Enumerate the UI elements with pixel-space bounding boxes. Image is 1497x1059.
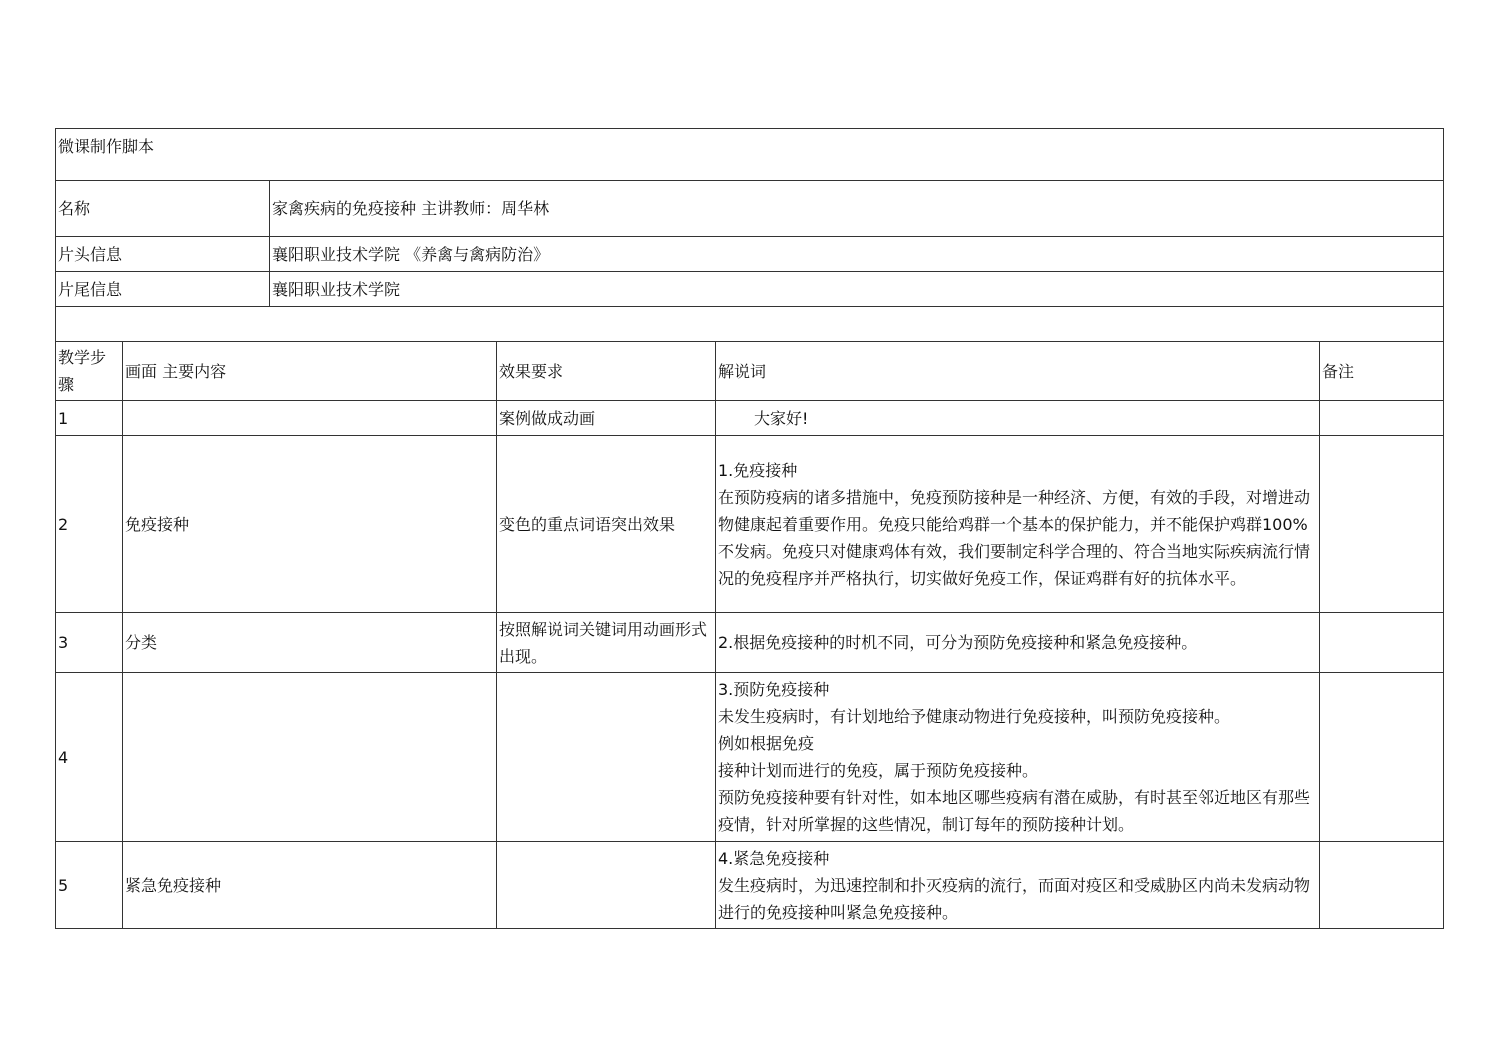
name-value: 家禽疾病的免疫接种 主讲教师：周华林 <box>270 181 1444 237</box>
narration-cell <box>716 673 1320 842</box>
remark-cell <box>1320 436 1444 613</box>
step-cell: 1 <box>56 401 123 436</box>
table-row <box>56 436 1444 613</box>
narration-line: 4.紧急免疫接种 <box>718 848 830 868</box>
narration-line: 3.预防免疫接种 <box>718 680 830 699</box>
step-cell: 2 <box>56 436 123 613</box>
header-effect: 效果要求 <box>497 342 716 401</box>
narration-line: 大家好! <box>754 408 809 428</box>
header-row <box>56 342 1444 401</box>
script-table <box>55 128 1444 929</box>
name-label: 名称 <box>56 181 270 237</box>
narration-cell <box>716 436 1320 613</box>
header-narration: 解说词 <box>716 342 1320 401</box>
table-row <box>56 401 1444 436</box>
narration-line: 预防免疫接种要有针对性，如本地区哪些疫病有潜在威胁，有时甚至邻近地区有那些疫情，针对所掌握的这些情况，制订每年的预防接种计划。 <box>718 788 1311 834</box>
remark-cell <box>1320 613 1444 673</box>
content-cell <box>123 401 497 436</box>
remark-cell <box>1320 401 1444 436</box>
effect-cell: 变色的重点词语突出效果 <box>497 436 716 613</box>
narration-line: 发生疫病时，为迅速控制和扑灭疫病的流行，而面对疫区和受威胁区内尚未发病动物进行的免疫接种叫紧急免疫接种。 <box>718 875 1311 922</box>
effect-cell <box>497 842 716 929</box>
narration-line: 接种计划而进行的免疫，属于预防免疫接种。 <box>718 761 1039 780</box>
ending-label: 片尾信息 <box>56 272 270 307</box>
header-remark: 备注 <box>1320 342 1444 401</box>
narration-cell <box>716 401 1320 436</box>
narration-line: 1.免疫接种 <box>718 460 798 480</box>
narration-line: 2.根据免疫接种的时机不同，可分为预防免疫接种和紧急免疫接种。 <box>718 633 1198 652</box>
content-cell <box>123 673 497 842</box>
narration-line: 在预防疫病的诸多措施中，免疫预防接种是一种经济、方便，有效的手段，对增进动物健康起着重要作用。免疫只能给鸡群一个基本的保护能力，并不能保护鸡群100%不发病。免疫只对健康鸡体有效，我们要制定科学合理的、符合当地实际疾病流行情况的免疫程序并严格执行，切实做好免疫工作，保证鸡群有好的抗体水平。 <box>718 487 1311 588</box>
header-content: 画面 主要内容 <box>123 342 497 401</box>
remark-cell <box>1320 842 1444 929</box>
spacer-row <box>56 307 1444 342</box>
narration-line: 未发生疫病时，有计划地给予健康动物进行免疫接种，叫预防免疫接种。 <box>718 707 1231 726</box>
narration-cell <box>716 842 1320 929</box>
step-cell: 4 <box>56 673 123 842</box>
effect-cell: 按照解说词关键词用动画形式出现。 <box>497 613 716 673</box>
table-row <box>56 842 1444 929</box>
remark-cell <box>1320 673 1444 842</box>
content-cell: 免疫接种 <box>123 436 497 613</box>
table-row <box>56 613 1444 673</box>
table-row <box>56 673 1444 842</box>
step-cell: 5 <box>56 842 123 929</box>
table-title: 微课制作脚本 <box>56 129 1444 181</box>
ending-value: 襄阳职业技术学院 <box>270 272 1444 307</box>
narration-cell <box>716 613 1320 673</box>
effect-cell <box>497 673 716 842</box>
narration-line: 例如根据免疫 <box>718 734 815 753</box>
step-cell: 3 <box>56 613 123 673</box>
effect-cell: 案例做成动画 <box>497 401 716 436</box>
content-cell: 分类 <box>123 613 497 673</box>
opening-value: 襄阳职业技术学院 《养禽与禽病防治》 <box>270 237 1444 272</box>
header-step: 教学步骤 <box>56 342 123 401</box>
content-cell: 紧急免疫接种 <box>123 842 497 929</box>
opening-label: 片头信息 <box>56 237 270 272</box>
